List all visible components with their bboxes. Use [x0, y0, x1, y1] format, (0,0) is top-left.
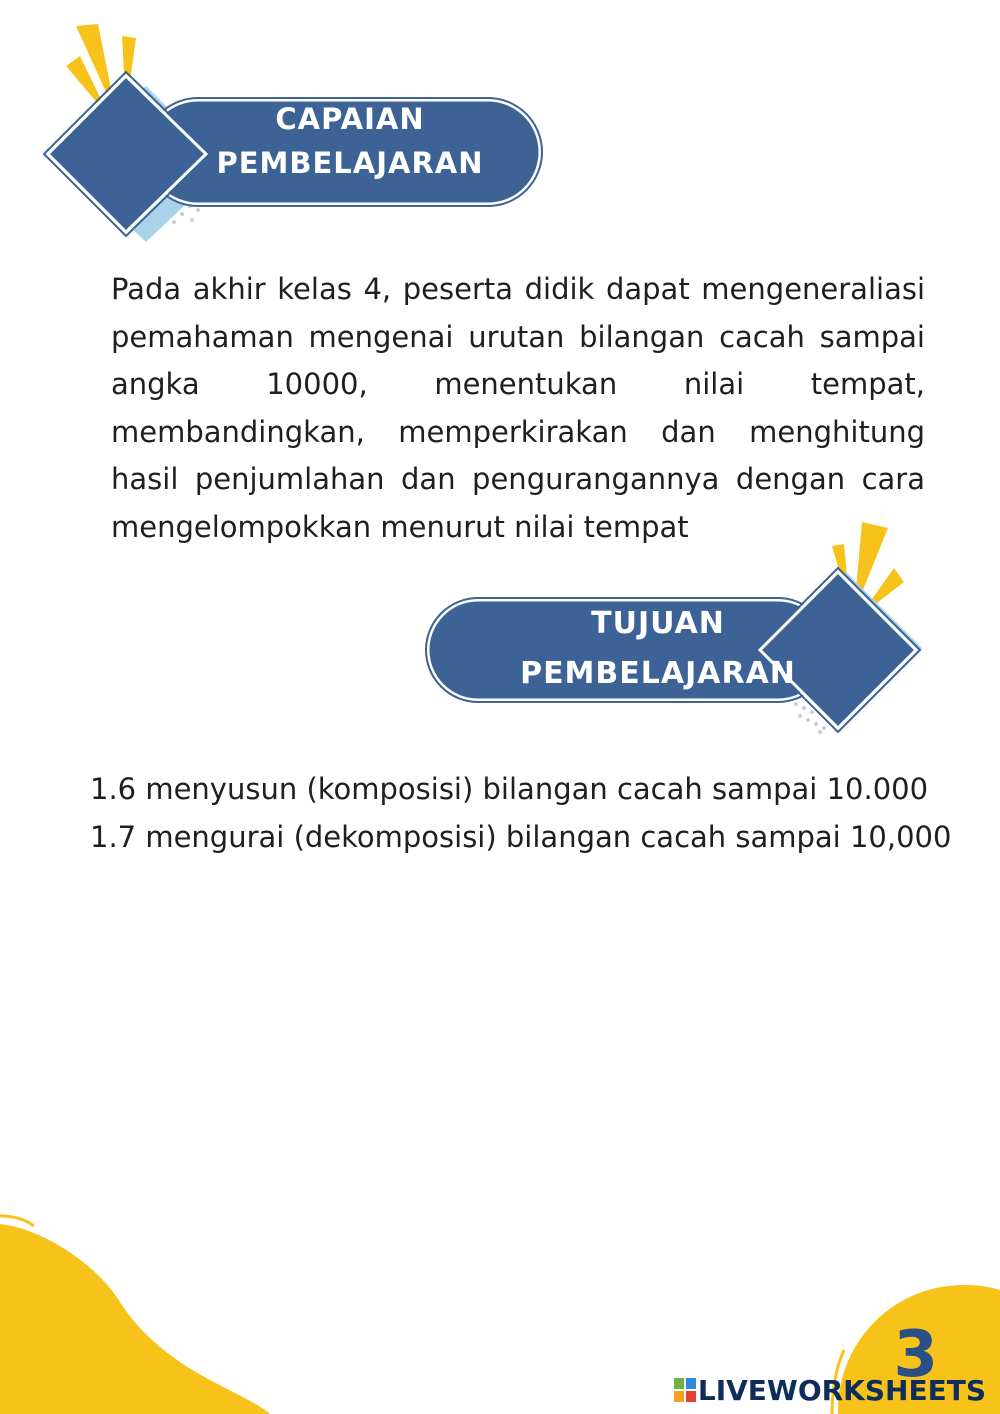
header-title-line: PEMBELAJARAN [216, 146, 484, 180]
objective-item: 1.6 menyusun (komposisi) bilangan cacah sampai 10.000 [90, 772, 929, 806]
header-title-line: TUJUAN [591, 606, 725, 641]
objective-item: 1.7 mengurai (dekomposisi) bilangan cacah sampai 10,000 [90, 819, 952, 854]
liveworksheets-logo-icon [674, 1378, 696, 1402]
capaian-paragraph: Pada akhir kelas 4, peserta didik dapat mengeneraliasi pemahaman mengenai urutan bilangan cacah sampai angka 10000, menentukan nilai tempat, membandingkan, memperkirakan dan menghitung hasil penjumlahan dan pengurangannya dengan cara mengelompokkan menurut nilai tempat [111, 272, 925, 544]
header-title-line: CAPAIAN [275, 102, 425, 136]
header-title-line: PEMBELAJARAN [520, 656, 796, 691]
objectives-list [90, 766, 970, 861]
liveworksheets-watermark [674, 1372, 986, 1408]
header-title-tujuan [478, 599, 838, 699]
decorative-yellow-blob-left [0, 1210, 300, 1414]
header-title-capaian [200, 97, 500, 185]
liveworksheets-brand-text: LIVEWORKSHEETS [697, 1373, 986, 1407]
page-number: 3 [893, 1318, 938, 1392]
